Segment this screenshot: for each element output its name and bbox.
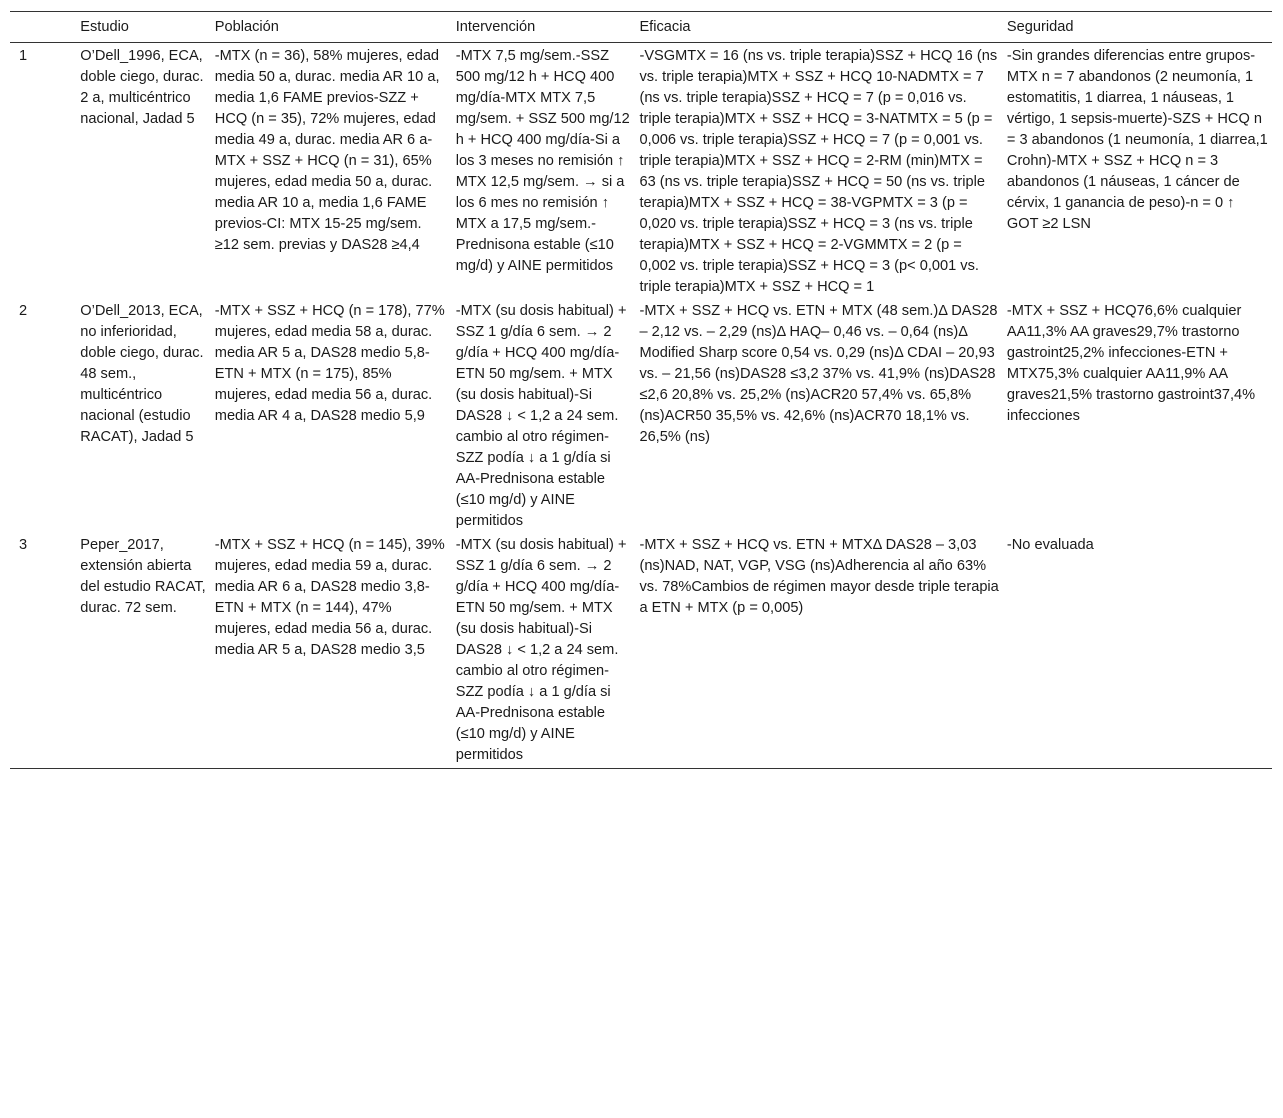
- row-number: 2: [19, 303, 28, 319]
- cell-intervencion: -MTX (su dosis habitual) + SSZ 1 g/día 6 sem. → 2 g/día + HCQ 400 mg/día-ETN 50 mg/sem. + MTX (su dosis habitual)-Si DAS28 ↓ < 1,2 a 24 sem. cambio al otro régimen-SZZ podía ↓ a 1 g/día si AA-Prednisona estable (≤10 mg/d) y AINE permitidos: [452, 532, 636, 769]
- header-intervencion: Intervención: [452, 12, 636, 43]
- table-row: [10, 43, 1272, 299]
- table-container: [10, 11, 1272, 769]
- table-header-row: [10, 12, 1272, 43]
- header-estudio: Estudio: [76, 12, 211, 43]
- cell-estudio: O’Dell_2013, ECA, no inferioridad, doble ciego, durac. 48 sem., multicéntrico nacional (estudio RACAT), Jadad 5: [80, 303, 204, 445]
- cell-eficacia: -MTX + SSZ + HCQ vs. ETN + MTX (48 sem.)Δ DAS28 – 2,12 vs. – 2,29 (ns)Δ HAQ– 0,46 vs. – 0,64 (ns)Δ Modified Sharp score 0,54 vs. 0,29 (ns)Δ CDAI – 20,93 vs. – 21,56 (ns)DAS28 ≤3,2 37% vs. 41,9% (ns)DAS28 ≤2,6 20,8% vs. 25,2% (ns)ACR20 57,4% vs. 65,8% (ns)ACR50 35,5% vs. 42,6% (ns)ACR70 18,1% vs. 26,5% (ns): [639, 303, 998, 445]
- studies-table: [10, 11, 1272, 769]
- cell-poblacion: -MTX + SSZ + HCQ (n = 178), 77% mujeres, edad media 58 a, durac. media AR 5 a, DAS28 medio 5,8-ETN + MTX (n = 175), 85% mujeres, edad media 56 a, durac. media AR 4 a, DAS28 medio 5,9: [214, 303, 445, 424]
- cell-intervencion: -MTX 7,5 mg/sem.-SSZ 500 mg/12 h + HCQ 400 mg/día-MTX MTX 7,5 mg/sem. + SSZ 500 mg/12 h + HCQ 400 mg/día-Si a los 3 meses no remisión ↑ MTX 12,5 mg/sem. → si a los 6 mes no remisión ↑ MTX a 17,5 mg/sem.-Prednisona estable (≤10 mg/d) y AINE permitidos: [455, 48, 630, 274]
- cell-eficacia: -VSGMTX = 16 (ns vs. triple terapia)SSZ + HCQ 16 (ns vs. triple terapia)MTX + SSZ + HCQ 10-NADMTX = 7 (ns vs. triple terapia)SSZ + HCQ = 7 (p = 0,016 vs. triple terapia)MTX + SSZ + HCQ = 3-NATMTX = 5 (p = 0,006 vs. triple terapia)SSZ + HCQ = 7 (p = 0,001 vs. triple terapia)MTX + SSZ + HCQ = 2-RM (min)MTX = 63 (ns vs. triple terapia)SSZ + HCQ = 50 (ns vs. triple terapia)MTX + SSZ + HCQ = 38-VGPMTX = 3 (p = 0,020 vs. triple terapia)SSZ + HCQ = 3 (ns vs. triple terapia)MTX + SSZ + HCQ = 2-VGMMTX = 2 (p = 0,002 vs. triple terapia)SSZ + HCQ = 3 (p< 0,001 vs. triple terapia)MTX + SSZ + HCQ = 1: [639, 48, 998, 295]
- row-number: 1: [19, 48, 28, 64]
- cell-seguridad: -No evaluada: [1003, 532, 1272, 769]
- cell-seguridad: -MTX + SSZ + HCQ76,6% cualquier AA11,3% AA graves29,7% trastorno gastroint25,2% infecciones-ETN + MTX75,3% cualquier AA11,9% AA graves21,5% trastorno gastroint37,4% infecciones: [1006, 303, 1256, 424]
- header-seguridad: Seguridad: [1003, 12, 1272, 43]
- cell-poblacion: -MTX (n = 36), 58% mujeres, edad media 50 a, durac. media AR 10 a, media 1,6 FAME previos-SZZ + HCQ (n = 35), 72% mujeres, edad media 49 a, durac. media AR 6 a-MTX + SSZ + HCQ (n = 31), 65% mujeres, edad media 50 a, durac. media AR 10 a, media 1,6 FAME previos-CI: MTX 15-25 mg/sem. ≥12 sem. previas y DAS28 ≥4,4: [214, 48, 440, 253]
- row-number: 3: [10, 532, 76, 769]
- cell-seguridad: -Sin grandes diferencias entre grupos-MTX n = 7 abandonos (2 neumonía, 1 estomatitis, 1 diarrea, 1 náuseas, 1 vértigo, 1 sepsis-muerte)-SZS + HCQ n = 3 abandonos (1 neumonía, 1 diarrea,1 Crohn)-MTX + SSZ + HCQ n = 3 abandonos (1 náuseas, 1 cáncer de cérvix, 1 ganancia de peso)-n = 0 ↑ GOT ≥2 LSN: [1006, 48, 1268, 232]
- cell-intervencion: -MTX (su dosis habitual) + SSZ 1 g/día 6 sem. → 2 g/día + HCQ 400 mg/día-ETN 50 mg/sem. + MTX (su dosis habitual)-Si DAS28 ↓ < 1,2 a 24 sem. cambio al otro régimen-SZZ podía ↓ a 1 g/día si AA-Prednisona estable (≤10 mg/d) y AINE permitidos: [455, 303, 627, 529]
- header-poblacion: Población: [211, 12, 452, 43]
- table-row: [10, 298, 1272, 532]
- cell-eficacia: -MTX + SSZ + HCQ vs. ETN + MTXΔ DAS28 – 3,03 (ns)NAD, NAT, VGP, VSG (ns)Adherencia al año 63% vs. 78%Cambios de régimen mayor desde triple terapia a ETN + MTX (p = 0,005): [635, 532, 1002, 769]
- header-number: [10, 12, 76, 43]
- cell-estudio: O’Dell_1996, ECA, doble ciego, durac. 2 a, multicéntrico nacional, Jadad 5: [80, 48, 204, 127]
- table-row: [10, 532, 1272, 769]
- cell-estudio: Peper_2017, extensión abierta del estudio RACAT, durac. 72 sem.: [76, 532, 211, 769]
- header-eficacia: Eficacia: [635, 12, 1002, 43]
- cell-poblacion: -MTX + SSZ + HCQ (n = 145), 39% mujeres, edad media 59 a, durac. media AR 6 a, DAS28 medio 3,8-ETN + MTX (n = 144), 47% mujeres, edad media 56 a, durac. media AR 5 a, DAS28 medio 3,5: [211, 532, 452, 769]
